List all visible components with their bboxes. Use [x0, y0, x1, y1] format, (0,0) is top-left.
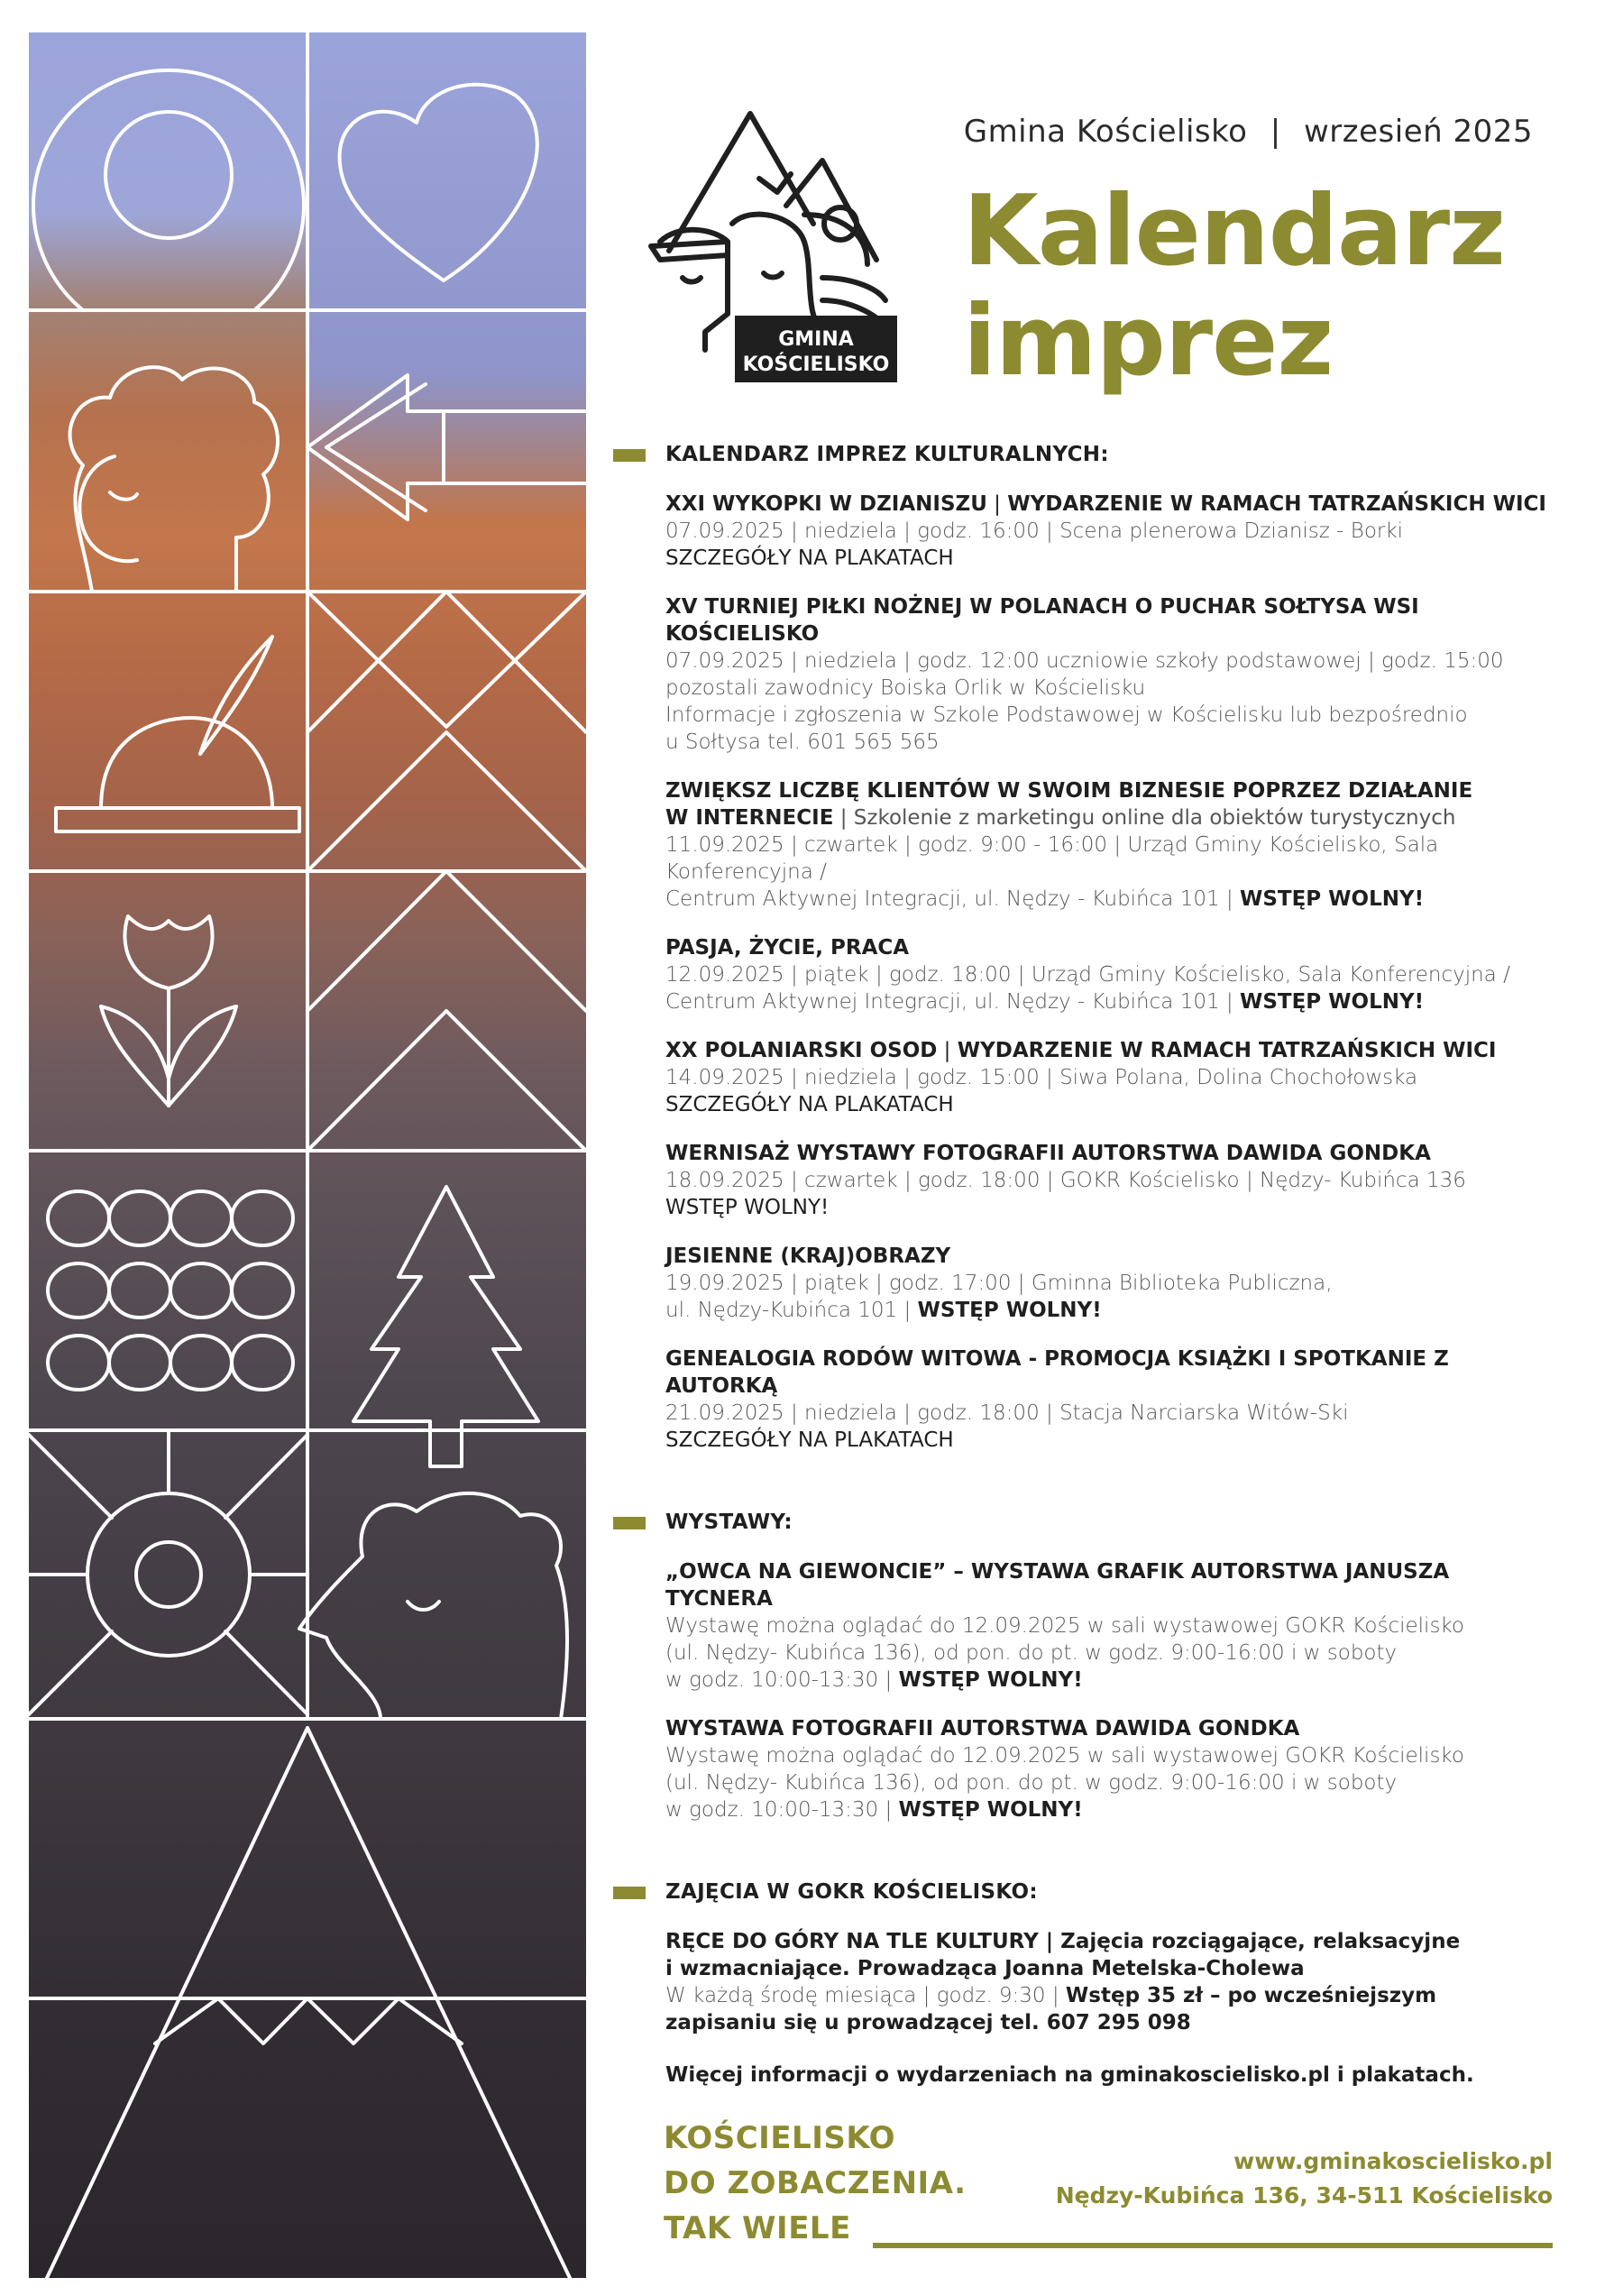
event-item	[613, 491, 1551, 572]
event-item	[613, 1037, 1551, 1118]
event-details: ul. Nędzy-Kubińca 101 | WSTĘP WOLNY!	[665, 1299, 1102, 1322]
event-title-cont: W INTERNECIE | Szkolenie z marketingu online dla obiektów turystycznych	[665, 806, 1456, 830]
event-title: „OWCA NA GIEWONCIE” – WYSTAWA GRAFIK AUTORSTWA JANUSZA TYCNERA	[665, 1560, 1450, 1611]
free-entry-label: WSTĘP WOLNY!	[898, 1668, 1083, 1692]
fee-label: Wstęp 35 zł – po wcześniejszym	[1065, 1984, 1437, 2007]
event-details: Centrum Aktywnej Integracji, ul. Nędzy - Kubińca 101 | WSTĘP WOLNY!	[665, 887, 1425, 911]
page-title-line2: imprez	[963, 285, 1334, 398]
event-details: 07.09.2025 | niedziela | godz. 12:00 uczniowie szkoły podstawowej | godz. 15:00	[665, 649, 1504, 673]
page-title-line1: Kalendarz	[963, 175, 1506, 288]
event-note: SZCZEGÓŁY NA PLAKATACH	[665, 1428, 954, 1452]
pine-tree-icon	[353, 1187, 538, 1466]
website-link[interactable]: www.gminakoscielisko.pl	[1233, 2148, 1553, 2174]
event-details: 12.09.2025 | piątek | godz. 18:00 | Urząd Gminy Kościelisko, Sala Konferencyjna /	[665, 963, 1510, 987]
event-title: WERNISAŻ WYSTAWY FOTOGRAFII AUTORSTWA DAWIDA GONDKA	[665, 1142, 1431, 1165]
event-details: Wystawę można oglądać do 12.09.2025 w sali wystawowej GOKR Kościelisko	[665, 1614, 1465, 1638]
event-details: w godz. 10:00-13:30 | WSTĘP WOLNY!	[665, 1668, 1083, 1692]
tagline-line1: KOŚCIELISKO	[664, 2120, 896, 2156]
event-title: JESIENNE (KRAJ)OBRAZY	[665, 1244, 951, 1268]
event-details: (ul. Nędzy- Kubińca 136), od pon. do pt. w godz. 9:00-16:00 i w soboty	[665, 1641, 1398, 1665]
event-note: SZCZEGÓŁY NA PLAKATACH	[665, 1093, 954, 1116]
event-details: W każdą środę miesiąca | godz. 9:30 | Wstęp 35 zł – po wcześniejszym	[665, 1984, 1437, 2007]
tagline-line2: DO ZOBACZENIA.	[664, 2165, 967, 2201]
logo-text-line1: GMINA	[778, 328, 854, 351]
event-item	[613, 1243, 1551, 1324]
municipality-name: Gmina Kościelisko	[963, 114, 1248, 150]
section-heading: KALENDARZ IMPREZ KULTURALNYCH:	[613, 440, 1551, 469]
footer-rule	[873, 2243, 1553, 2248]
section-heading: WYSTAWY:	[613, 1508, 1551, 1537]
event-item	[613, 1345, 1551, 1454]
event-details: u Sołtysa tel. 601 565 565	[665, 730, 940, 754]
event-title: PASJA, ŻYCIE, PRACA	[665, 936, 910, 960]
arrow-left-icon	[307, 375, 586, 519]
event-details: 14.09.2025 | niedziela | godz. 15:00 | Siwa Polana, Dolina Chochołowska	[665, 1066, 1418, 1089]
section-classes	[613, 1878, 1551, 2087]
circles-pattern-icon	[48, 1191, 293, 1390]
event-details: Centrum Aktywnej Integracji, ul. Nędzy - Kubińca 101 | WSTĘP WOLNY!	[665, 990, 1425, 1014]
event-item	[613, 593, 1551, 756]
gmina-logo	[642, 106, 912, 386]
logo-text-line2: KOŚCIELISKO	[742, 354, 890, 376]
footer-contact	[992, 2144, 1553, 2213]
event-details: 21.09.2025 | niedziela | godz. 18:00 | Stacja Narciarska Witów-Ski	[665, 1401, 1349, 1425]
tulip-icon	[101, 916, 236, 1106]
section-marker	[613, 1517, 646, 1529]
mountain-icon	[47, 1728, 570, 2278]
free-entry-label: WSTĘP WOLNY!	[665, 1196, 830, 1219]
sheep-icon	[70, 367, 278, 592]
event-item	[613, 777, 1551, 913]
event-details: 07.09.2025 | niedziela | godz. 16:00 | Scena plenerowa Dzianisz - Borki	[665, 519, 1404, 543]
cross-icon	[33, 70, 304, 310]
event-details: Wystawę można oglądać do 12.09.2025 w sali wystawowej GOKR Kościelisko	[665, 1744, 1465, 1768]
event-details: 11.09.2025 | czwartek | godz. 9:00 - 16:00 | Urząd Gminy Kościelisko, Sala Konferencyjna /	[665, 833, 1439, 884]
event-details: w godz. 10:00-13:30 | WSTĘP WOLNY!	[665, 1798, 1083, 1822]
event-title: XXI WYKOPKI W DZIANISZU | WYDARZENIE W RAMACH TATRZAŃSKICH WICI	[665, 492, 1546, 516]
free-entry-label: WSTĘP WOLNY!	[898, 1798, 1083, 1822]
page-title	[963, 177, 1505, 397]
event-item	[613, 934, 1551, 1015]
class-item	[613, 1928, 1551, 2036]
event-title: ZWIĘKSZ LICZBĘ KLIENTÓW W SWOIM BIZNESIE POPRZEZ DZIAŁANIE	[665, 779, 1473, 803]
section-cultural	[613, 440, 1551, 1454]
free-entry-label: WSTĘP WOLNY!	[1239, 887, 1425, 911]
section-marker	[613, 449, 646, 462]
event-title-cont: i wzmacniające. Prowadząca Joanna Metelska-Cholewa	[665, 1957, 1305, 1980]
decorative-photo-strip	[29, 32, 586, 2278]
event-details: 18.09.2025 | czwartek | godz. 18:00 | GOKR Kościelisko | Nędzy- Kubińca 136	[665, 1169, 1466, 1192]
event-item	[613, 1140, 1551, 1221]
event-details: pozostali zawodnicy Boiska Orlik w Kościelisku	[665, 676, 1146, 700]
section-heading: ZAJĘCIA W GOKR KOŚCIELISKO:	[613, 1878, 1551, 1906]
event-title: XX POLANIARSKI OSOD | WYDARZENIE W RAMACH TATRZAŃSKICH WICI	[665, 1039, 1497, 1062]
event-title: XV TURNIEJ PIŁKI NOŻNEJ W POLANACH O PUCHAR SOŁTYSA WSI KOŚCIELISKO	[665, 595, 1419, 646]
sun-icon	[29, 1430, 307, 1714]
event-title: RĘCE DO GÓRY NA TLE KULTURY | Zajęcia rozciągające, relaksacyjne	[665, 1930, 1461, 1953]
event-details: Informacje i zgłoszenia w Szkole Podstawowej w Kościelisku lub bezpośrednio	[665, 703, 1468, 727]
header-meta	[947, 114, 1533, 150]
event-title: WYSTAWA FOTOGRAFII AUTORSTWA DAWIDA GONDKA	[665, 1717, 1300, 1740]
exhibition-item	[613, 1558, 1551, 1694]
header-separator: |	[1270, 114, 1281, 150]
free-entry-label: WSTĘP WOLNY!	[917, 1299, 1102, 1322]
free-entry-label: WSTĘP WOLNY!	[1239, 990, 1425, 1014]
event-details: 19.09.2025 | piątek | godz. 17:00 | Gminna Biblioteka Publiczna,	[665, 1272, 1333, 1295]
event-details: (ul. Nędzy- Kubińca 136), od pon. do pt. w godz. 9:00-16:00 i w soboty	[665, 1771, 1398, 1795]
exhibition-item	[613, 1715, 1551, 1823]
heart-icon	[340, 85, 537, 280]
tagline-line3: TAK WIELE	[664, 2210, 851, 2246]
event-calendar	[613, 440, 1551, 2087]
event-details: zapisaniu się u prowadzącej tel. 607 295 098	[665, 2011, 1191, 2034]
footer-tagline	[664, 2116, 967, 2251]
more-info-note: Więcej informacji o wydarzeniach na gminakoscielisko.pl i plakatach.	[665, 2063, 1474, 2087]
address: Nędzy-Kubińca 136, 34-511 Kościelisko	[1055, 2182, 1553, 2209]
line-art-overlay	[29, 32, 586, 2278]
bear-icon	[299, 1493, 567, 1719]
month-label: wrzesień 2025	[1303, 114, 1533, 150]
event-note: SZCZEGÓŁY NA PLAKATACH	[665, 546, 954, 570]
section-exhibitions	[613, 1508, 1551, 1823]
section-marker	[613, 1887, 646, 1899]
event-title: GENEALOGIA RODÓW WITOWA - PROMOCJA KSIĄŻKI I SPOTKANIE Z AUTORKĄ	[665, 1347, 1449, 1398]
hat-icon	[56, 637, 299, 831]
